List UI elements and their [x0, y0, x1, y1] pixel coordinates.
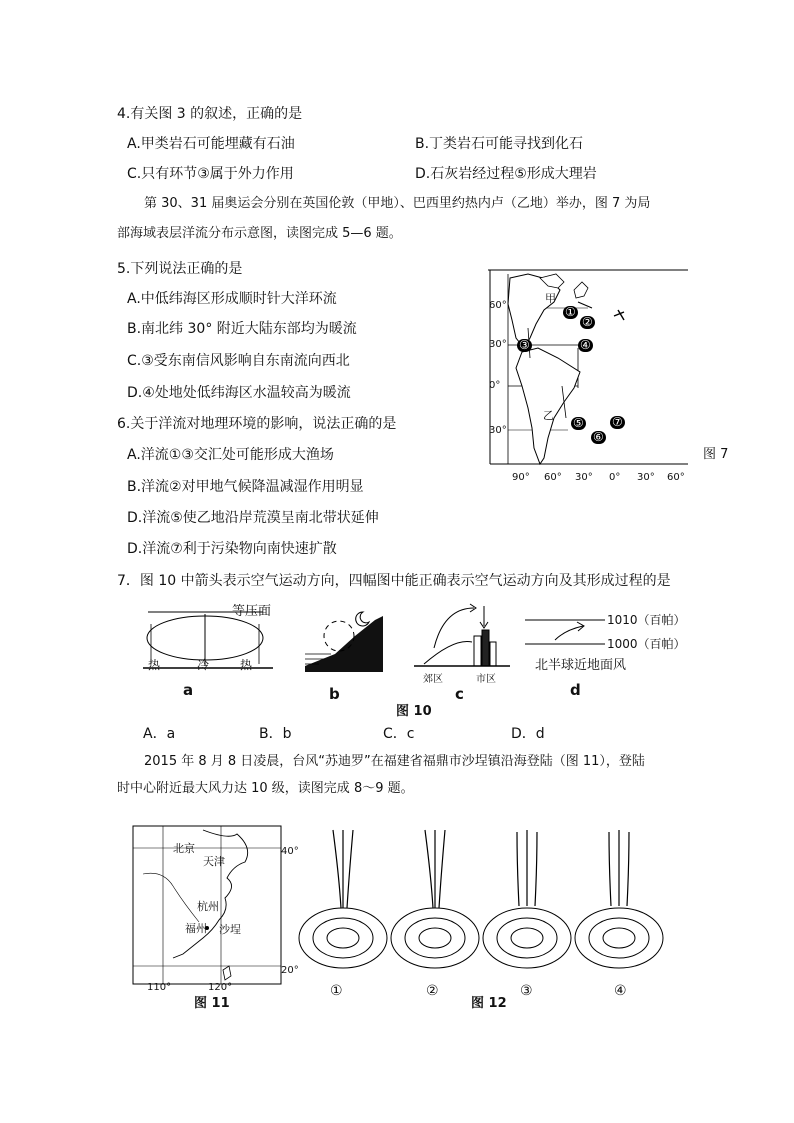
- q4-option-a[interactable]: A.甲类岩石可能埋藏有石油: [127, 136, 295, 152]
- lon-120-label: 120°: [208, 982, 233, 993]
- lon-110-label: 110°: [147, 982, 172, 993]
- fig12-label-2: ②: [426, 983, 439, 999]
- figure-7-ocean-current-map: [488, 268, 690, 480]
- beijing-label: 北京: [173, 842, 195, 855]
- diagram-c-label: c: [455, 685, 464, 703]
- place-jia-label: 甲: [545, 292, 556, 305]
- fig12-label-1: ①: [330, 983, 343, 999]
- q7-option-b[interactable]: B．b: [259, 726, 292, 742]
- figure-10-caption: 图 10: [396, 704, 432, 719]
- figure-11-caption: 图 11: [194, 996, 230, 1011]
- q6-option-b[interactable]: B.洋流②对甲地气候降温减湿作用明显: [127, 479, 364, 495]
- q4-option-b[interactable]: B.丁类岩石可能寻找到化石: [415, 136, 584, 152]
- q6-option-d-second[interactable]: D.洋流⑦利于污染物向南快速扩散: [127, 541, 337, 557]
- intro-8-9-line1: 2015 年 8 月 8 日凌晨，台风“苏迪罗”在福建省福鼎市沙埕镇沿海登陆（图 11），登陆: [144, 754, 645, 769]
- q4-option-d[interactable]: D.石灰岩经过程⑤形成大理岩: [415, 166, 597, 182]
- lon-60e-label: 60°: [667, 472, 685, 483]
- intro-5-6-line2: 部海域表层洋流分布示意图，读图完成 5—6 题。: [117, 226, 402, 241]
- q6-option-d-first[interactable]: D.洋流⑤使乙地沿岸荒漠呈南北带状延伸: [127, 510, 379, 526]
- figure-12-airflow-diagrams: [295, 826, 685, 986]
- fig12-label-3: ③: [520, 983, 533, 999]
- shacheng-label: 沙埕: [219, 923, 241, 936]
- figure-10-diagram-c: [414, 598, 514, 676]
- current-5-marker: ⑤: [573, 416, 584, 430]
- suburb-label: 郊区: [423, 674, 443, 685]
- current-2-marker: ②: [582, 315, 593, 329]
- intro-8-9-line2: 时中心附近最大风力达 10 级，读图完成 8～9 题。: [117, 781, 414, 796]
- current-4-marker: ④: [580, 338, 591, 352]
- tianjin-label: 天津: [203, 855, 225, 868]
- lat-30s-label: 30°: [489, 425, 507, 436]
- lat-0-label: 0°: [489, 380, 501, 391]
- q7-option-a[interactable]: A．a: [143, 726, 176, 742]
- lon-0-label: 0°: [609, 472, 621, 483]
- place-yi-label: 乙: [543, 409, 554, 422]
- lat-30n-label: 30°: [489, 339, 507, 350]
- figure-7-caption: 图 7: [703, 447, 729, 462]
- q7-stem: 7．图 10 中箭头表示空气运动方向，四幅图中能正确表示空气运动方向及其形成过程的是: [117, 573, 671, 589]
- hot-label-left: 热: [148, 658, 161, 672]
- q4-stem: 4.有关图 3 的叙述，正确的是: [117, 106, 303, 122]
- current-3-marker: ③: [519, 338, 530, 352]
- lat-40-label: 40°: [281, 846, 299, 857]
- diagram-a-label: a: [183, 681, 194, 699]
- q4-option-c[interactable]: C.只有环节③属于外力作用: [127, 166, 294, 182]
- lon-30w-label: 30°: [575, 472, 593, 483]
- current-1-marker: ①: [565, 305, 576, 319]
- figure-10-diagram-d: [525, 612, 615, 652]
- q5-option-d[interactable]: D.④处地处低纬海区水温较高为暖流: [127, 385, 351, 401]
- fig12-label-4: ④: [614, 983, 627, 999]
- q5-option-c[interactable]: C.③受东南信风影响自东南流向西北: [127, 353, 350, 369]
- q6-option-a[interactable]: A.洋流①③交汇处可能形成大渔场: [127, 447, 334, 463]
- q7-option-d[interactable]: D．d: [511, 726, 545, 742]
- q5-stem: 5.下列说法正确的是: [117, 261, 243, 277]
- figure-10-diagram-b: [305, 606, 385, 676]
- nh-surface-wind-label: 北半球近地面风: [535, 658, 627, 673]
- isobar-1000-label: 1000（百帕）: [607, 637, 686, 651]
- q5-option-b[interactable]: B.南北纬 30° 附近大陆东部均为暖流: [127, 321, 357, 337]
- lon-30e-label: 30°: [637, 472, 655, 483]
- hangzhou-label: 杭州: [197, 900, 219, 913]
- isobar-1010-label: 1010（百帕）: [607, 613, 686, 627]
- lon-60w-label: 60°: [544, 472, 562, 483]
- hot-label-right: 热: [240, 658, 253, 672]
- cold-label: 冷: [197, 658, 210, 672]
- q5-option-a[interactable]: A.中低纬海区形成顺时针大洋环流: [127, 291, 337, 307]
- lat-20-label: 20°: [281, 965, 299, 976]
- current-7-marker: ⑦: [612, 415, 623, 429]
- intro-5-6-line1: 第 30、31 届奥运会分别在英国伦敦（甲地）、巴西里约热内卢（乙地）举办，图 7 为局: [144, 196, 651, 211]
- isobar-label: 等压面: [232, 604, 272, 619]
- fuzhou-label: 福州: [185, 922, 207, 935]
- figure-12-caption: 图 12: [471, 996, 507, 1011]
- diagram-d-label: d: [570, 681, 581, 699]
- lat-60n-label: 60°: [489, 300, 507, 311]
- current-6-marker: ⑥: [593, 430, 604, 444]
- q7-option-c[interactable]: C．c: [383, 726, 415, 742]
- lon-90w-label: 90°: [512, 472, 530, 483]
- diagram-b-label: b: [329, 685, 340, 703]
- q6-stem: 6.关于洋流对地理环境的影响，说法正确的是: [117, 416, 397, 432]
- city-label: 市区: [476, 674, 496, 685]
